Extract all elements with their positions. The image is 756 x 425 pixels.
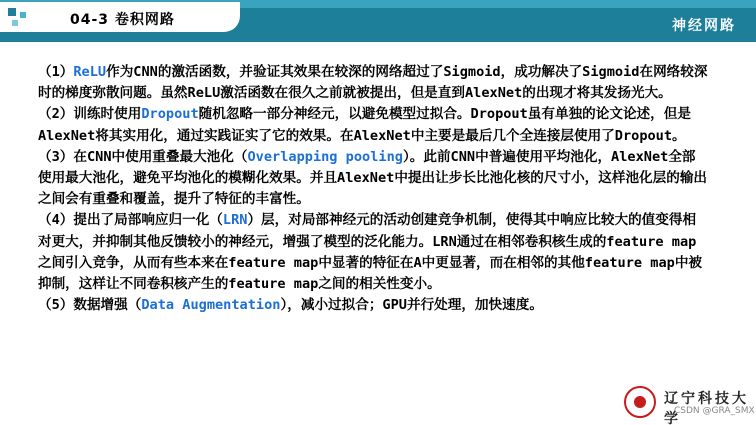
text-run: （3）在CNN中使用重叠最大池化（	[38, 148, 248, 165]
slide-header	[0, 0, 756, 42]
highlight-term: LRN	[222, 212, 248, 229]
paragraph-data-augmentation	[38, 295, 708, 316]
section-title: 04-3 卷积网路	[70, 12, 175, 28]
seal-center-icon	[634, 396, 646, 408]
highlight-term: Overlapping pooling	[247, 148, 403, 165]
slide-body	[38, 62, 708, 316]
text-run: 作为CNN的激活函数，并验证其效果在较深的网络超过了Sigmoid，成功解决了Sigmoid在网络较深时的梯度弥散问题。虽然ReLU激活函数在很久之前就被提出，但是直到AlexNet的出现才将其发扬光大。	[38, 64, 708, 102]
highlight-term: Dropout	[141, 106, 199, 123]
text-run: （1）	[38, 64, 74, 80]
highlight-term: ReLU	[73, 64, 107, 80]
university-logo	[620, 380, 756, 425]
paragraph-dropout	[38, 104, 708, 146]
decor-square-icon	[12, 20, 18, 26]
text-run: ），减小过拟合；GPU并行处理，加快速度。	[280, 297, 543, 314]
highlight-term: Data Augmentation	[141, 297, 281, 314]
decor-square-icon	[20, 12, 26, 18]
paragraph-lrn	[38, 210, 708, 295]
paragraph-overlapping-pooling	[38, 147, 708, 211]
paragraph-relu	[38, 62, 708, 104]
course-brand: 神经网路	[672, 18, 736, 34]
text-run: （2）训练时使用	[38, 106, 142, 123]
text-run: ）层，对局部神经元的活动创建竞争机制，使得其中响应比较大的值变得相对更大，并抑制其他反馈较小的神经元，增强了模型的泛化能力。LRN通过在相邻卷积核生成的feature map之间引入竞争，从而有些本来在feature map中显著的特征在A中更显著，而在相邻的其他feature map中被抑制，这样让不同卷积核产生的feature map之间的相关性变小。	[38, 212, 703, 293]
text-run: 随机忽略一部分神经元，以避免模型过拟合。Dropout虽有单独的论文论述，但是AlexNet将其实用化，通过实践证实了它的效果。在AlexNet中主要是最后几个全连接层使用了Dropout。	[38, 106, 691, 144]
section-tab	[0, 2, 240, 32]
university-name: 辽宁科技大学	[664, 391, 749, 425]
text-run: ）。此前CNN中普遍使用平均池化，AlexNet全部使用最大池化，避免平均池化的模糊化效果。并且AlexNet中提出让步长比池化核的尺寸小，这样池化层的输出之间会有重叠和覆盖，提升了特征的丰富性。	[38, 148, 708, 208]
university-seal-icon	[624, 386, 656, 418]
text-run: （5）数据增强（	[38, 297, 142, 314]
watermark: CSDN @GRA_SMX	[674, 406, 755, 416]
decor-square-icon	[8, 8, 16, 16]
text-run: （4）提出了局部响应归一化（	[38, 212, 223, 229]
